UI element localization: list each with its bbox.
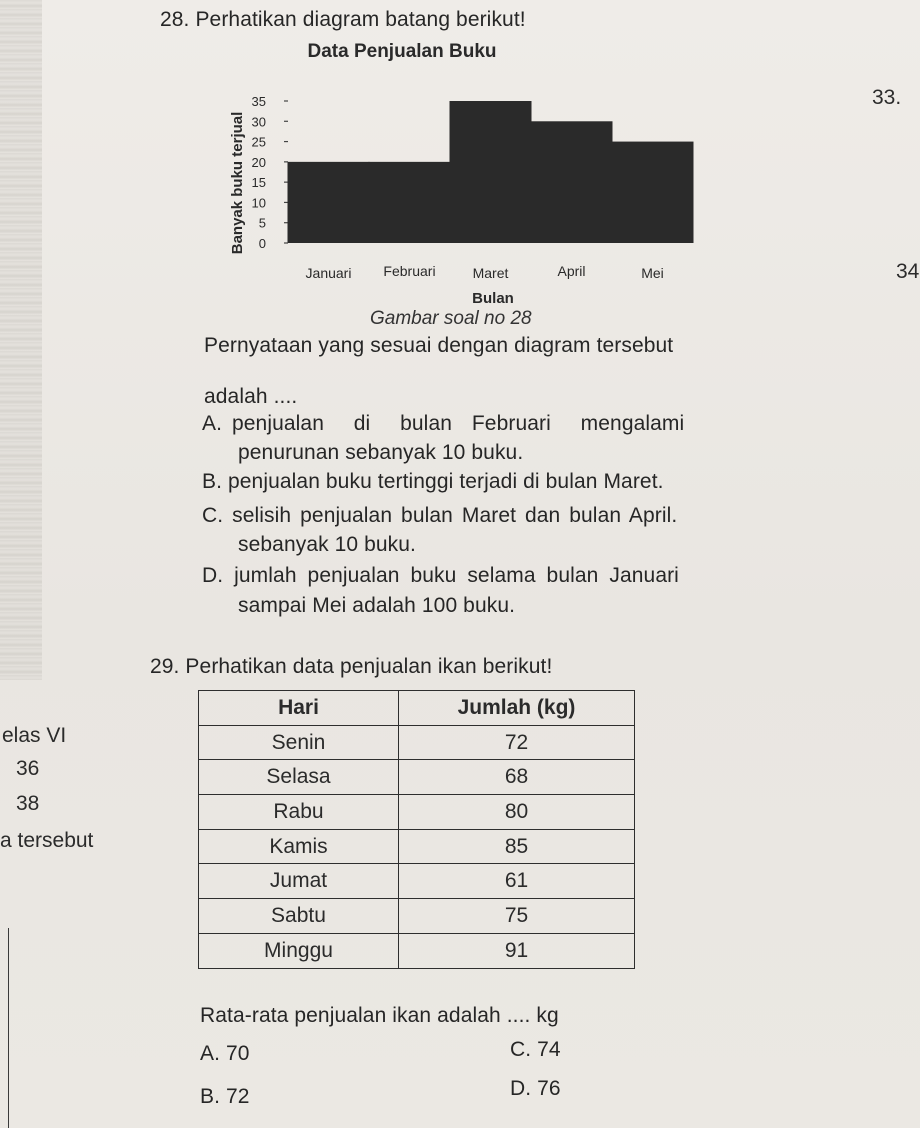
- chart-x-axis-label: Bulan: [472, 290, 514, 307]
- question-28-stem-line1: Pernyataan yang sesuai dengan diagram tersebut: [204, 334, 674, 357]
- chart-y-tick-label: 15: [251, 175, 266, 191]
- chart-x-tick-label: Januari: [305, 265, 352, 281]
- fish-sales-table: [198, 690, 635, 969]
- chart-bar: [450, 101, 532, 243]
- table-cell-amount: 85: [399, 829, 635, 864]
- chart-x-tick-label: Mei: [641, 265, 664, 281]
- chart-bar: [531, 121, 613, 243]
- bar-chart: [198, 35, 698, 315]
- question-29-question: Rata-rata penjualan ikan adalah .... kg: [200, 1004, 559, 1027]
- table-cell-amount: 61: [399, 864, 635, 899]
- table-header-row: [199, 691, 635, 726]
- chart-y-tick-label: 10: [251, 195, 266, 211]
- table-cell-amount: 68: [399, 760, 635, 795]
- table-cell-amount: 72: [399, 725, 635, 760]
- table-header-day: Hari: [199, 691, 399, 726]
- chart-x-ticks: [306, 263, 664, 281]
- table-cell-day: Sabtu: [199, 899, 399, 934]
- question-28-intro-text: Perhatikan diagram batang berikut!: [195, 8, 526, 31]
- table-cell-amount: 75: [399, 899, 635, 934]
- left-fragment-class: elas VI: [2, 724, 67, 747]
- table-row: [199, 829, 635, 864]
- table-header-amount: Jumlah (kg): [399, 691, 635, 726]
- table-row: [199, 795, 635, 830]
- left-fragment-tersebut: a tersebut: [0, 829, 94, 852]
- question-29-option-c: C. 74: [510, 1038, 561, 1061]
- option-c-text: selisih penjualan bulan Maret dan bulan April.: [232, 504, 678, 527]
- chart-y-tick-label: 0: [258, 236, 266, 251]
- left-fragment-36: 36: [16, 757, 40, 780]
- question-28-intro: [160, 8, 526, 32]
- chart-bars: [288, 101, 694, 243]
- table-row: [199, 725, 635, 760]
- table-row: [199, 933, 635, 968]
- table-row: [199, 864, 635, 899]
- chart-bar: [369, 162, 451, 243]
- question-28-number: 28.: [160, 8, 190, 31]
- chart-title: Data Penjualan Buku: [307, 41, 497, 62]
- question-29-option-b: B. 72: [200, 1085, 250, 1108]
- table-cell-day: Minggu: [199, 933, 399, 968]
- chart-caption: Gambar soal no 28: [370, 308, 532, 329]
- chart-y-tick-label: 25: [251, 134, 266, 150]
- table-cell-day: Kamis: [199, 829, 399, 864]
- table-cell-day: Jumat: [199, 864, 399, 899]
- chart-y-tick-label: 20: [251, 154, 266, 170]
- option-b-letter: B.: [202, 470, 223, 493]
- option-a-line1: [202, 412, 684, 436]
- question-33-number: 33.: [872, 86, 902, 109]
- chart-x-tick-label: April: [557, 263, 586, 279]
- question-29-option-a: A. 70: [200, 1042, 250, 1065]
- question-28-stem-line2: adalah ....: [204, 385, 298, 408]
- table-cell-day: Rabu: [199, 795, 399, 830]
- option-d-text: jumlah penjualan buku selama bulan Januari: [234, 564, 679, 587]
- option-a-line2: penurunan sebanyak 10 buku.: [238, 441, 524, 464]
- chart-y-tick-label: 5: [258, 215, 266, 231]
- chart-bar: [288, 162, 370, 243]
- table-cell-day: Senin: [199, 725, 399, 760]
- option-a-letter: A.: [202, 412, 223, 435]
- option-d-line2: sampai Mei adalah 100 buku.: [238, 594, 516, 617]
- option-b-text: penjualan buku tertinggi terjadi di bulan Maret.: [227, 470, 664, 493]
- chart-x-tick-label: Maret: [472, 265, 509, 281]
- left-fragment-38: 38: [16, 792, 40, 815]
- chart-y-axis-label: Banyak buku terjual: [229, 111, 246, 255]
- chart-y-tick-label: 35: [251, 94, 266, 109]
- option-c-line1: [202, 504, 677, 528]
- chart-bar: [612, 142, 694, 243]
- table-row: [199, 760, 635, 795]
- chart-y-tick-label: 30: [251, 114, 266, 130]
- table-cell-day: Selasa: [199, 760, 399, 795]
- option-b-line1: [202, 470, 664, 494]
- chart-y-ticks: [252, 94, 288, 251]
- question-34-number: 34: [896, 260, 920, 283]
- table-cell-amount: 80: [399, 795, 635, 830]
- option-d-line1: [202, 564, 679, 588]
- option-c-line2: sebanyak 10 buku.: [238, 533, 416, 556]
- question-29-intro: 29. Perhatikan data penjualan ikan berikut!: [150, 655, 553, 678]
- option-d-letter: D.: [202, 564, 224, 587]
- question-29-option-d: D. 76: [510, 1077, 561, 1100]
- left-margin-rule: [0, 928, 9, 1128]
- table-cell-amount: 91: [399, 933, 635, 968]
- option-c-letter: C.: [202, 504, 224, 527]
- adjacent-page-edge: [0, 0, 42, 680]
- chart-x-tick-label: Februari: [383, 263, 436, 279]
- table-row: [199, 899, 635, 934]
- option-a-text: penjualan di bulan Februari mengalami: [231, 412, 685, 435]
